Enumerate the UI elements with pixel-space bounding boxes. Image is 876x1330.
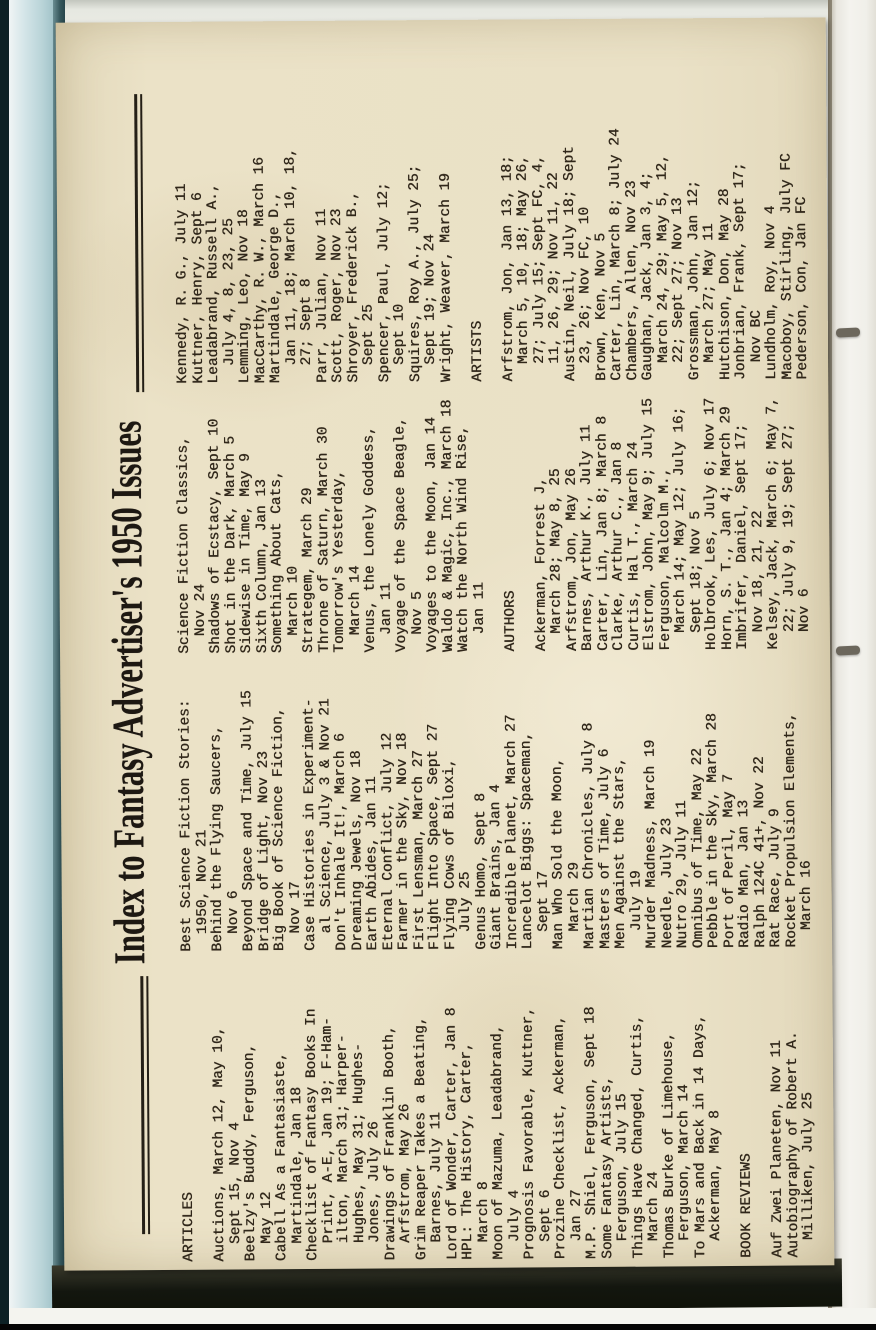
index-column-book-reviews-b-r: Best Science Fiction Stories: 1950, Nov 21 Behind the Flying Saucers, Nov 6 Beyond Space and Time, July 15 Bridge of Light, Nov 23 Big Book of Science Fiction, Nov 17 Case Histories in Experiment- al Science, July 3 & Nov 21 Don't Inhale It!, March 6 Dreaming Jewels, Nov 18 Earth Abides, Jan 11 Eternal Conflict, July 12 Farmer in the Sky, Nov 18 First Lensman, March 27 Flight Into Space, Sept 27 Flying Cows of Biloxi, July 25 Genus Homo, Sept 8 Giant Brains, Jan 4 Incredible Planet, March 27 Lancelot Biggs: Spaceman, Sept 17 Man Who Sold the Moon, March 29 Martian Chronicles, July 8 Masters of Time, July 6 Men Against the Stars, July 19 Murder Madness, March 19 Needle, July 23 Nutro 29, July 11 Omnibus of Time, May 22 Pebble in the Sky, March 28 Port of Peril, May 7 Radio Man, Jan 13 Ralph 124C 41+, Nov 22 Rat Race, July 9 Rocket Propulsion Elements, March 16 bbox=[177, 690, 816, 952]
rotated-document bbox=[56, 17, 835, 1270]
title-rule-right bbox=[134, 94, 144, 392]
book-page-stack-edge bbox=[828, 0, 876, 1330]
scan-border-bottom bbox=[0, 1324, 876, 1330]
title-rule-left bbox=[140, 976, 150, 1234]
scan-background-left-strip bbox=[9, 0, 53, 1330]
scan-border-left bbox=[0, 0, 9, 1330]
scan-background-bottom bbox=[9, 1308, 876, 1324]
staple-mark-top bbox=[836, 327, 860, 337]
staple-mark-bottom bbox=[836, 645, 860, 655]
index-column-articles-book-reviews: ARTICLES Auctions, March 12, May 10, Sept 15, Nov 4 Beelzy's Buddy, Ferguson, May 12 Cabell As a Fantasiaste, Martindale, Jan 18 Checklist of Fantasy Books In Print, A-E, Jan 19; F-Ham- ilton, March 31; Harper- Hughes, May 31; Hughes- Jones, July 26 Drawings of Franklin Booth, Arfstrom, May 26 Grim Reaper Takes a Beating, Barnes, July 11 Lord of Wonder, Carter, Jan 8 HPL: The History, Carter, March 8 Moon of Mazuma, Leadabrand, July 4 Prognosis Favorable, Kuttner, Sept 6 Prozine Checklist, Ackerman, Jan 27 M.P. Shiel, Ferguson, Sept 18 Some Fantasy Artists, Ferguson, July 15 Things Have Changed, Curtis, March 24 Thomas Burke of Limehouse, Ferguson, March 14 To Mars and Back in 14 Days, Ackerman, May 8 BOOK REVIEWS Auf Zwei Planeten, Nov 11 Autobiography of Robert A. Milliken, July 25 bbox=[180, 1006, 818, 1262]
index-column-authors-artists: Kennedy, R. G., July 11 Kuttner, Henry, Sept 6 Leadabrand, Russell A., July 4, 8, 23, 25 Lemming, Leo, Nov 18 MacCarthy, R. W., March 16 Martindale, George D., Jan 11, 18; March 10, 18, 27; Sept 8 Parr, Julian, Nov 11 Scott, Roger, Nov 23 Shroyer, Frederick B., Sept 25 Spencer, Paul, July 12; Sept 10 Squires, Roy A., July 25; Sept 19; Nov 24 Wright, Weaver, March 19 ARTISTS Arfstrom, Jon, Jan 13, 18; March 5, 10, 18; May 26, 27; July 15; Sept FC, 4, 11, 26, 29; Nov 11, 22 Austin, Neil, July 18; Sept 23, 26; Nov FC, 10 Brown, Ken, Nov 5 Carter, Lin, March 8; July 24 Chambers, Allen, Nov 23 Gaughan, Jack, Jan 3, 4; March 24, 29; May 5, 12, 22; Sept 27; Nov 13 Grossman, John, Jan 12; March 27; May 11 Hutchison, Don, May 28 Jonbrian, Frank, Sept 17; Nov BC Lundholm, Roy, Nov 4 Macoboy, Stirling, July FC Pederson, Con, Jan FC bbox=[173, 128, 812, 384]
page-title: Index to Fantasy Advertiser's 1950 Issues bbox=[101, 420, 155, 965]
index-page-paper bbox=[56, 17, 835, 1270]
index-column-s-w-authors: Science Fiction Classics, Nov 24 Shadows of Ecstacy, Sept 10 Shot in the Dark, March 5 Sidewise in Time, May 9 Sixth Column, Jan 13 Something About Cats, March 10 Strategem, March 29 Throne of Saturn, March 30 Tomorrow's Yesterday, March 14 Venus, the Lonely Goddess, Jan 11 Voyage of the Space Beagle, Nov 5 Voyages to the Moon, Jan 14 Waldo & Magic, Inc., March 18 Watch the North Wind Rise, Jan 11 AUTHORS Ackerman, Forrest J, March 28; May 8, 25 Arfstrom, Jon, May 26 Barnes, Arthur K., July 11 Carter, Lin, Jan 8; March 8 Clarke, Arthur C., Jan 8 Curtis, Hal T., March 24 Elstrom, John, May 9; July 15 Ferguson, Malcolm M., March 14; May 12; July 16; Sept 18; Nov 5 Holbrook, Les, July 6; Nov 17 Horn, S. T., Jan 4; March 29 Imbrifer, Daniel, Sept 17; Nov 18, 21, 22 Kelsey, Jack, March 6; May 7, 22; July 9, 19; Sept 27; Nov 6 bbox=[175, 397, 814, 654]
